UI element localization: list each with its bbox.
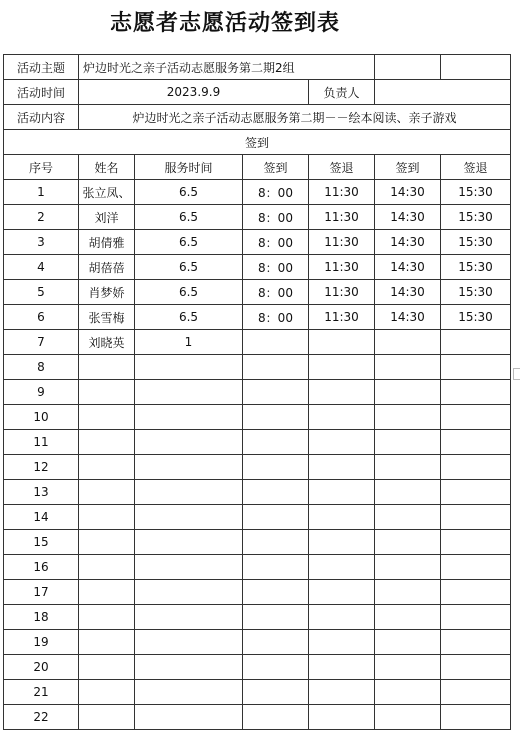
sign-out-pm-cell[interactable] xyxy=(441,605,511,630)
sign-out-pm-cell[interactable] xyxy=(441,380,511,405)
service-time-cell[interactable] xyxy=(135,380,243,405)
sign-in-pm-cell[interactable]: 14:30 xyxy=(375,280,441,305)
name-cell[interactable] xyxy=(79,555,135,580)
time-value[interactable]: 2023.9.9 xyxy=(79,80,309,105)
table-row xyxy=(4,680,511,705)
sign-out-pm-cell[interactable] xyxy=(441,505,511,530)
service-time-cell[interactable]: 6.5 xyxy=(135,255,243,280)
sign-out-am-cell[interactable] xyxy=(309,430,375,455)
table-row xyxy=(4,280,511,305)
sign-out-am-cell[interactable] xyxy=(309,505,375,530)
service-time-cell[interactable] xyxy=(135,580,243,605)
sign-in-am-cell[interactable]: 8：00 xyxy=(243,205,309,230)
name-cell[interactable] xyxy=(79,430,135,455)
table-row xyxy=(4,480,511,505)
sign-in-am-cell[interactable] xyxy=(243,605,309,630)
serial-cell: 17 xyxy=(4,580,79,605)
serial-cell: 10 xyxy=(4,405,79,430)
sign-out-pm-cell[interactable] xyxy=(441,355,511,380)
table-row xyxy=(4,630,511,655)
sign-in-am-cell[interactable] xyxy=(243,530,309,555)
sign-in-am-cell[interactable] xyxy=(243,505,309,530)
sign-out-pm-cell[interactable] xyxy=(441,430,511,455)
sign-in-pm-cell[interactable] xyxy=(375,530,441,555)
lead-label: 负责人 xyxy=(309,80,375,105)
sign-out-am-cell[interactable] xyxy=(309,455,375,480)
sign-out-pm-cell[interactable]: 15:30 xyxy=(441,255,511,280)
table-row xyxy=(4,330,511,355)
service-time-cell[interactable] xyxy=(135,605,243,630)
sign-out-am-cell[interactable] xyxy=(309,405,375,430)
sign-out-pm-cell[interactable]: 15:30 xyxy=(441,230,511,255)
sign-in-am-cell[interactable] xyxy=(243,380,309,405)
col-header: 签退 xyxy=(309,155,375,180)
sign-in-am-cell[interactable]: 8：00 xyxy=(243,255,309,280)
sign-in-am-cell[interactable]: 8：00 xyxy=(243,305,309,330)
sign-out-am-cell[interactable] xyxy=(309,480,375,505)
content-value[interactable]: 炉边时光之亲子活动志愿服务第二期－－绘本阅读、亲子游戏 xyxy=(79,105,511,130)
sign-in-pm-cell[interactable] xyxy=(375,630,441,655)
sign-in-pm-cell[interactable] xyxy=(375,655,441,680)
table-row xyxy=(4,380,511,405)
name-cell[interactable] xyxy=(79,505,135,530)
serial-cell: 20 xyxy=(4,655,79,680)
sign-out-am-cell[interactable] xyxy=(309,380,375,405)
serial-cell: 19 xyxy=(4,630,79,655)
sign-in-pm-cell[interactable] xyxy=(375,605,441,630)
sign-in-am-cell[interactable] xyxy=(243,655,309,680)
page-title: 志愿者志愿活动签到表 xyxy=(109,10,340,36)
name-cell[interactable] xyxy=(79,630,135,655)
sign-out-pm-cell[interactable] xyxy=(441,580,511,605)
sign-out-am-cell[interactable] xyxy=(309,555,375,580)
name-cell[interactable]: 刘洋 xyxy=(79,205,135,230)
service-time-cell[interactable]: 6.5 xyxy=(135,280,243,305)
sign-out-am-cell[interactable] xyxy=(309,355,375,380)
sign-in-pm-cell[interactable]: 14:30 xyxy=(375,255,441,280)
sign-out-am-cell[interactable] xyxy=(309,680,375,705)
sign-in-am-cell[interactable] xyxy=(243,430,309,455)
name-cell[interactable] xyxy=(79,580,135,605)
service-time-cell[interactable]: 6.5 xyxy=(135,180,243,205)
sign-out-am-cell[interactable]: 11:30 xyxy=(309,280,375,305)
sign-out-pm-cell[interactable] xyxy=(441,655,511,680)
name-cell[interactable] xyxy=(79,405,135,430)
sign-out-am-cell[interactable]: 11:30 xyxy=(309,305,375,330)
sign-in-pm-cell[interactable] xyxy=(375,680,441,705)
service-time-cell[interactable] xyxy=(135,530,243,555)
sign-in-pm-cell[interactable] xyxy=(375,455,441,480)
service-time-cell[interactable] xyxy=(135,680,243,705)
serial-cell: 21 xyxy=(4,680,79,705)
time-row xyxy=(4,80,511,105)
theme-row xyxy=(4,55,511,80)
serial-cell: 13 xyxy=(4,480,79,505)
serial-cell: 5 xyxy=(4,280,79,305)
sign-out-am-cell[interactable] xyxy=(309,605,375,630)
content-row xyxy=(4,105,511,130)
theme-label: 活动主题 xyxy=(4,55,79,80)
sign-in-pm-cell[interactable] xyxy=(375,430,441,455)
serial-cell: 22 xyxy=(4,705,79,730)
service-time-cell[interactable] xyxy=(135,455,243,480)
serial-cell: 18 xyxy=(4,605,79,630)
sign-in-pm-cell[interactable] xyxy=(375,505,441,530)
sign-out-pm-cell[interactable] xyxy=(441,530,511,555)
serial-cell: 6 xyxy=(4,305,79,330)
sign-out-pm-cell[interactable] xyxy=(441,455,511,480)
section-label: 签到 xyxy=(4,130,511,155)
sign-out-pm-cell[interactable] xyxy=(441,330,511,355)
name-cell[interactable] xyxy=(79,605,135,630)
sign-out-am-cell[interactable]: 11:30 xyxy=(309,230,375,255)
name-cell[interactable] xyxy=(79,455,135,480)
sign-in-table xyxy=(3,54,511,730)
table-row xyxy=(4,205,511,230)
header-row xyxy=(4,155,511,180)
sign-out-pm-cell[interactable]: 15:30 xyxy=(441,180,511,205)
sign-in-pm-cell[interactable]: 14:30 xyxy=(375,205,441,230)
table-row xyxy=(4,655,511,680)
table-row xyxy=(4,555,511,580)
theme-value[interactable]: 炉边时光之亲子活动志愿服务第二期2组 xyxy=(79,55,375,80)
sign-in-am-cell[interactable] xyxy=(243,405,309,430)
serial-cell: 12 xyxy=(4,455,79,480)
sign-in-pm-cell[interactable] xyxy=(375,580,441,605)
sign-in-am-cell[interactable] xyxy=(243,355,309,380)
sign-out-am-cell[interactable]: 11:30 xyxy=(309,255,375,280)
service-time-cell[interactable]: 1 xyxy=(135,330,243,355)
service-time-cell[interactable] xyxy=(135,480,243,505)
sign-out-am-cell[interactable] xyxy=(309,655,375,680)
sign-in-pm-cell[interactable] xyxy=(375,480,441,505)
sign-out-am-cell[interactable]: 11:30 xyxy=(309,180,375,205)
sign-out-pm-cell[interactable]: 15:30 xyxy=(441,205,511,230)
serial-cell: 16 xyxy=(4,555,79,580)
table-row xyxy=(4,230,511,255)
content-label: 活动内容 xyxy=(4,105,79,130)
service-time-cell[interactable] xyxy=(135,630,243,655)
name-cell[interactable]: 胡蓓蓓 xyxy=(79,255,135,280)
lead-value[interactable] xyxy=(375,80,511,105)
sign-out-pm-cell[interactable] xyxy=(441,630,511,655)
table-row xyxy=(4,355,511,380)
service-time-cell[interactable] xyxy=(135,430,243,455)
serial-cell: 7 xyxy=(4,330,79,355)
name-cell[interactable]: 刘晓英 xyxy=(79,330,135,355)
sign-out-am-cell[interactable] xyxy=(309,530,375,555)
table-row xyxy=(4,255,511,280)
sign-in-pm-cell[interactable]: 14:30 xyxy=(375,180,441,205)
serial-cell: 2 xyxy=(4,205,79,230)
sign-in-pm-cell[interactable] xyxy=(375,355,441,380)
table-row xyxy=(4,430,511,455)
theme-extra-cell[interactable] xyxy=(375,55,441,80)
serial-cell: 11 xyxy=(4,430,79,455)
table-row xyxy=(4,305,511,330)
sign-in-am-cell[interactable] xyxy=(243,455,309,480)
col-header: 序号 xyxy=(4,155,79,180)
sign-in-am-cell[interactable] xyxy=(243,555,309,580)
sign-out-pm-cell[interactable] xyxy=(441,405,511,430)
table-row xyxy=(4,455,511,480)
service-time-cell[interactable] xyxy=(135,555,243,580)
col-header: 姓名 xyxy=(79,155,135,180)
sign-in-pm-cell[interactable] xyxy=(375,330,441,355)
sign-in-pm-cell[interactable] xyxy=(375,380,441,405)
col-header: 签退 xyxy=(441,155,511,180)
page-edge-marker xyxy=(513,368,520,380)
time-label: 活动时间 xyxy=(4,80,79,105)
sign-in-am-cell[interactable] xyxy=(243,680,309,705)
sign-out-pm-cell[interactable] xyxy=(441,680,511,705)
sign-in-pm-cell[interactable]: 14:30 xyxy=(375,230,441,255)
name-cell[interactable] xyxy=(79,655,135,680)
table-row xyxy=(4,580,511,605)
sign-in-am-cell[interactable] xyxy=(243,480,309,505)
service-time-cell[interactable] xyxy=(135,505,243,530)
table-row xyxy=(4,505,511,530)
serial-cell: 8 xyxy=(4,355,79,380)
service-time-cell[interactable]: 6.5 xyxy=(135,305,243,330)
service-time-cell[interactable]: 6.5 xyxy=(135,230,243,255)
service-time-cell[interactable] xyxy=(135,655,243,680)
sign-out-am-cell[interactable]: 11:30 xyxy=(309,205,375,230)
name-cell[interactable]: 肖梦娇 xyxy=(79,280,135,305)
service-time-cell[interactable]: 6.5 xyxy=(135,205,243,230)
sign-in-am-cell[interactable]: 8：00 xyxy=(243,180,309,205)
sign-in-pm-cell[interactable] xyxy=(375,555,441,580)
name-cell[interactable] xyxy=(79,480,135,505)
table-row xyxy=(4,530,511,555)
sign-out-am-cell[interactable] xyxy=(309,630,375,655)
name-cell[interactable]: 张立凤、 xyxy=(79,180,135,205)
col-header: 服务时间 xyxy=(135,155,243,180)
table-row xyxy=(4,405,511,430)
name-cell[interactable] xyxy=(79,355,135,380)
sign-out-am-cell[interactable] xyxy=(309,580,375,605)
col-header: 签到 xyxy=(375,155,441,180)
table-row xyxy=(4,605,511,630)
serial-cell: 1 xyxy=(4,180,79,205)
table-row xyxy=(4,180,511,205)
sign-in-am-cell[interactable]: 8：00 xyxy=(243,280,309,305)
section-row xyxy=(4,130,511,155)
sign-in-pm-cell[interactable]: 14:30 xyxy=(375,305,441,330)
sign-out-pm-cell[interactable] xyxy=(441,480,511,505)
sign-out-am-cell[interactable] xyxy=(309,330,375,355)
sign-in-pm-cell[interactable] xyxy=(375,405,441,430)
serial-cell: 9 xyxy=(4,380,79,405)
serial-cell: 4 xyxy=(4,255,79,280)
serial-cell: 15 xyxy=(4,530,79,555)
service-time-cell[interactable] xyxy=(135,355,243,380)
sign-out-pm-cell[interactable] xyxy=(441,555,511,580)
service-time-cell[interactable] xyxy=(135,405,243,430)
sign-in-am-cell[interactable] xyxy=(243,630,309,655)
theme-extra-cell[interactable] xyxy=(441,55,511,80)
sign-out-pm-cell[interactable]: 15:30 xyxy=(441,280,511,305)
name-cell[interactable] xyxy=(79,530,135,555)
name-cell[interactable]: 胡倩雅 xyxy=(79,230,135,255)
sign-in-am-cell[interactable] xyxy=(243,330,309,355)
sign-in-am-cell[interactable] xyxy=(243,580,309,605)
name-cell[interactable] xyxy=(79,380,135,405)
serial-cell: 14 xyxy=(4,505,79,530)
name-cell[interactable]: 张雪梅 xyxy=(79,305,135,330)
sign-out-pm-cell[interactable]: 15:30 xyxy=(441,305,511,330)
name-cell[interactable] xyxy=(79,680,135,705)
serial-cell: 3 xyxy=(4,230,79,255)
col-header: 签到 xyxy=(243,155,309,180)
sign-in-am-cell[interactable]: 8：00 xyxy=(243,230,309,255)
